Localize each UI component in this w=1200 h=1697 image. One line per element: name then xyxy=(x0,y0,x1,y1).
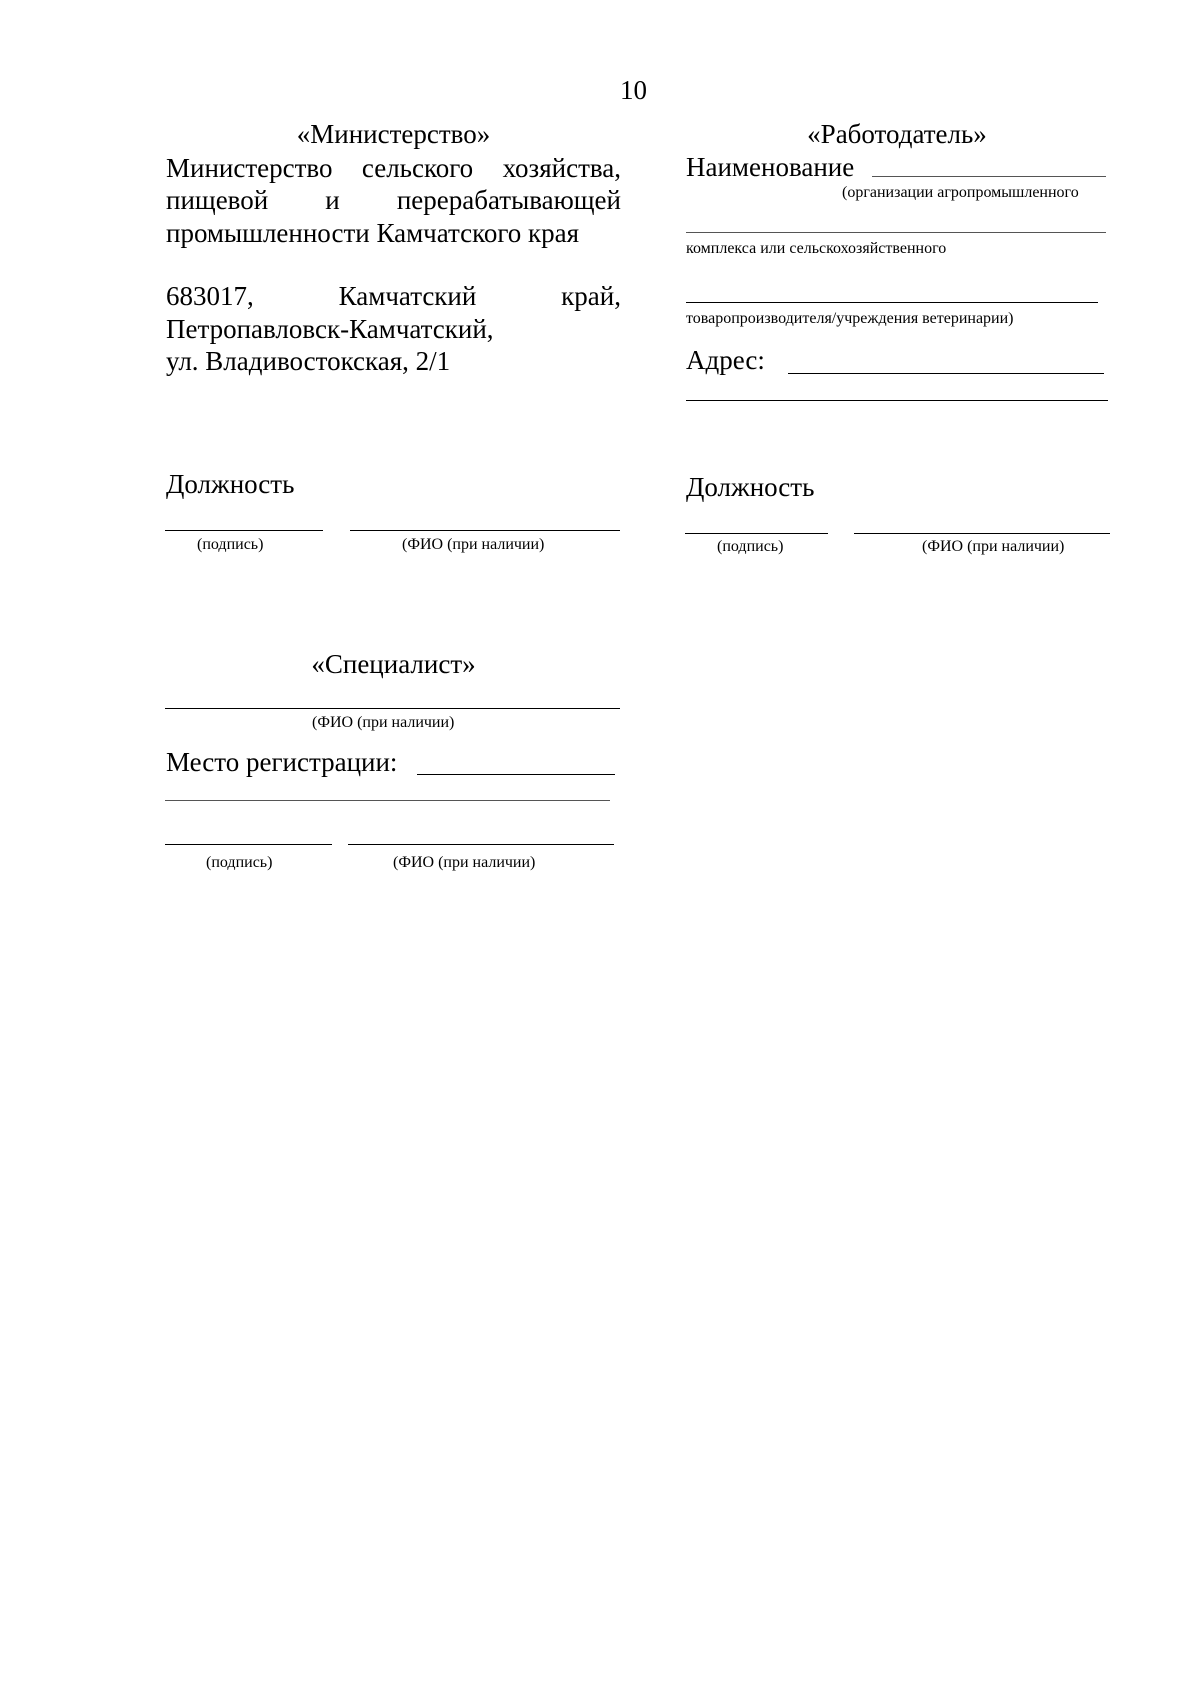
employer-position-label: Должность xyxy=(686,472,815,502)
ministry-address-line-3: ул. Владивостокская, 2/1 xyxy=(166,346,451,376)
employer-name-line-2 xyxy=(686,232,1106,233)
employer-fio-line xyxy=(854,533,1110,534)
employer-name-hint-1: (организации агропромышленного xyxy=(842,184,1079,201)
ministry-address-line-1: 683017, Камчатский край, xyxy=(166,281,621,311)
ministry-name-line-3: промышленности Камчатского края xyxy=(166,218,580,248)
specialist-heading: «Специалист» xyxy=(311,649,476,679)
specialist-fio-caption-2: (ФИО (при наличии) xyxy=(393,854,536,871)
employer-signature-line xyxy=(685,533,828,534)
ministry-name-line-2: пищевой и перерабатывающей xyxy=(166,185,621,215)
employer-address-label: Адрес: xyxy=(686,345,765,375)
specialist-fio-line xyxy=(165,708,620,709)
specialist-registration-label: Место регистрации: xyxy=(166,747,398,777)
employer-address-line-1 xyxy=(788,373,1104,374)
employer-signature-caption: (подпись) xyxy=(717,538,784,555)
employer-name-hint-3: товаропроизводителя/учреждения ветеринарии) xyxy=(686,310,1014,327)
specialist-signature-caption: (подпись) xyxy=(206,854,273,871)
ministry-address-line-2: Петропавловск-Камчатский, xyxy=(166,314,494,344)
specialist-registration-line-1 xyxy=(417,774,615,775)
employer-name-line-3 xyxy=(686,302,1098,303)
ministry-fio-line xyxy=(350,530,620,531)
employer-name-line-1 xyxy=(872,176,1106,177)
ministry-heading: «Министерство» xyxy=(296,119,491,149)
ministry-position-label: Должность xyxy=(166,469,295,499)
employer-name-hint-2: комплекса или сельскохозяйственного xyxy=(686,240,947,257)
employer-heading: «Работодатель» xyxy=(807,119,987,149)
employer-name-label: Наименование xyxy=(686,152,855,182)
employer-fio-caption: (ФИО (при наличии) xyxy=(922,538,1065,555)
specialist-fio-line-2 xyxy=(348,844,614,845)
ministry-name-line-1: Министерство сельского хозяйства, xyxy=(166,153,621,183)
specialist-fio-caption: (ФИО (при наличии) xyxy=(312,714,455,731)
specialist-registration-line-2 xyxy=(165,800,610,801)
page-number: 10 xyxy=(620,75,647,105)
ministry-signature-caption: (подпись) xyxy=(197,536,264,553)
specialist-signature-line xyxy=(165,844,332,845)
ministry-fio-caption: (ФИО (при наличии) xyxy=(402,536,545,553)
employer-address-line-2 xyxy=(686,400,1108,401)
ministry-signature-line xyxy=(165,530,323,531)
